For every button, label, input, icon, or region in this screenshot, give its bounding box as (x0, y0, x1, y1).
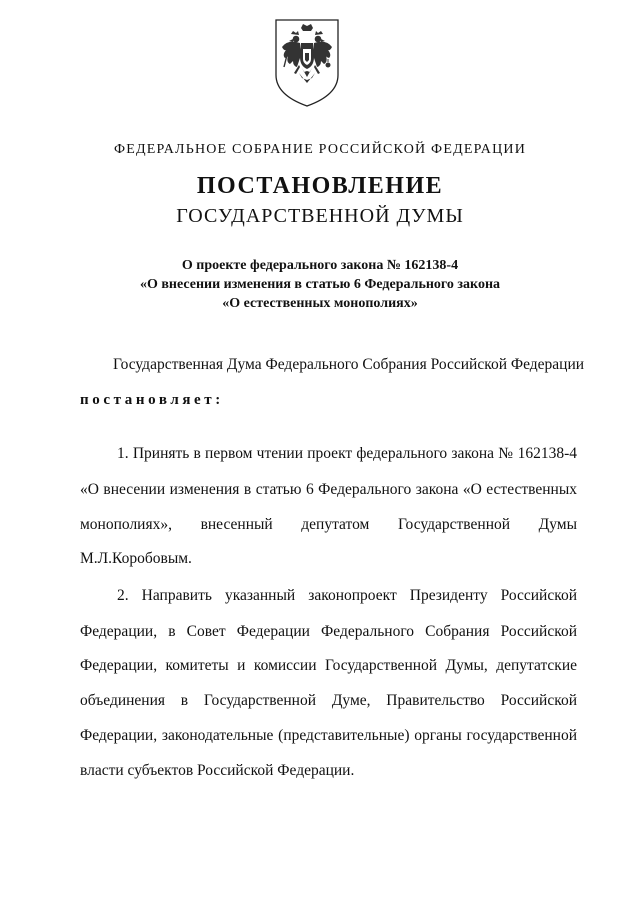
double-headed-eagle-icon (272, 17, 342, 109)
item-1-line-4: М.Л.Коробовым. (80, 550, 192, 567)
subject-line-1: О проекте федерального закона № 162138-4 (181, 258, 459, 273)
document-type-title: ПОСТАНОВЛЕНИЕ (196, 173, 444, 199)
item-2-line-3: Федерации, комитеты и комиссии Государственной Думы, депутатские (80, 657, 577, 674)
subject-line-3: «О естественных монополиях» (222, 296, 418, 311)
assembly-heading: ФЕДЕРАЛЬНОЕ СОБРАНИЕ РОССИЙСКОЙ ФЕДЕРАЦИИ (113, 142, 527, 157)
item-2-line-5: Федерации, законодательные (представительные) органы государственной (80, 727, 577, 744)
item-1-line-2: «О внесении изменения в статью 6 Федерального закона «О естественных (80, 481, 577, 498)
item-2-line-6: власти субъектов Российской Федерации. (80, 762, 355, 779)
document-subject (0, 256, 640, 313)
document-issuer: ГОСУДАРСТВЕННОЙ ДУМЫ (176, 205, 464, 227)
item-1-line-1: 1. Принять в первом чтении проект федерального закона № 162138-4 (117, 445, 577, 462)
item-2-line-2: Федерации, в Совет Федерации Федерального Собрания Российской (80, 623, 577, 640)
item-2-line-1: 2. Направить указанный законопроект Президенту Российской (117, 587, 577, 604)
resolves-keyword: постановляет: (80, 392, 224, 408)
preamble-text: Государственная Дума Федерального Собрания Российской Федерации (113, 356, 585, 373)
subject-line-2: «О внесении изменения в статью 6 Федерального закона (139, 277, 501, 292)
state-emblem (272, 17, 342, 109)
item-1-line-3: монополиях», внесенный депутатом Государственной Думы (80, 516, 577, 533)
item-2-line-4: объединения в Государственной Думе, Правительство Российской (80, 692, 577, 709)
